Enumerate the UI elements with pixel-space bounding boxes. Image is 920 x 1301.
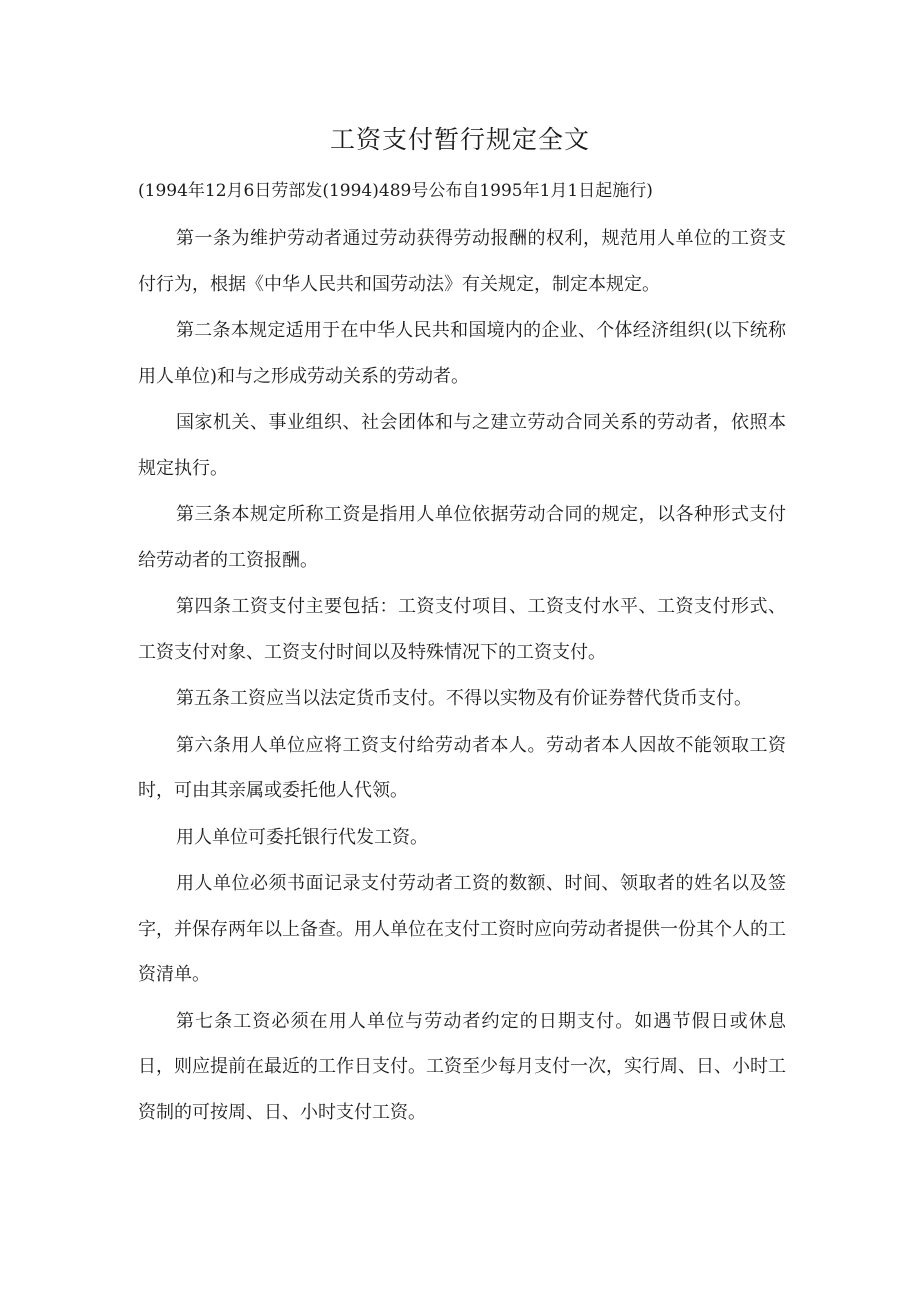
paragraph-article-2-note: 国家机关、事业组织、社会团体和与之建立劳动合同关系的劳动者，依照本规定执行。 xyxy=(138,412,786,479)
paragraph-article-6-bank: 用人单位可委托银行代发工资。 xyxy=(176,826,428,848)
paragraph-article-1: 第一条为维护劳动者通过劳动获得劳动报酬的权利，规范用人单位的工资支付行为，根据《中华人民共和国劳动法》有关规定，制定本规定。 xyxy=(138,228,786,295)
paragraph-article-4: 第四条工资支付主要包括：工资支付项目、工资支付水平、工资支付形式、工资支付对象、工资支付时间以及特殊情况下的工资支付。 xyxy=(138,596,786,663)
document-body xyxy=(138,216,786,1136)
document-subtitle: (1994年12月6日劳部发(1994)489号公布自1995年1月1日起施行) xyxy=(138,181,653,201)
paragraph-article-3: 第三条本规定所称工资是指用人单位依据劳动合同的规定，以各种形式支付给劳动者的工资报酬。 xyxy=(138,504,786,571)
paragraph-article-6-records: 用人单位必须书面记录支付劳动者工资的数额、时间、领取者的姓名以及签字，并保存两年以上备查。用人单位在支付工资时应向劳动者提供一份其个人的工资清单。 xyxy=(138,873,786,985)
paragraph-article-7: 第七条工资必须在用人单位与劳动者约定的日期支付。如遇节假日或休息日，则应提前在最近的工作日支付。工资至少每月支付一次，实行周、日、小时工资制的可按周、日、小时支付工资。 xyxy=(138,1010,786,1123)
paragraph-article-6: 第六条用人单位应将工资支付给劳动者本人。劳动者本人因故不能领取工资时，可由其亲属或委托他人代领。 xyxy=(138,734,786,801)
paragraph-article-5: 第五条工资应当以法定货币支付。不得以实物及有价证券替代货币支付。 xyxy=(176,688,752,709)
document-title: 工资支付暂行规定全文 xyxy=(329,125,590,154)
paragraph-article-2: 第二条本规定适用于在中华人民共和国境内的企业、个体经济组织(以下统称用人单位)和与之形成劳动关系的劳动者。 xyxy=(138,320,786,387)
